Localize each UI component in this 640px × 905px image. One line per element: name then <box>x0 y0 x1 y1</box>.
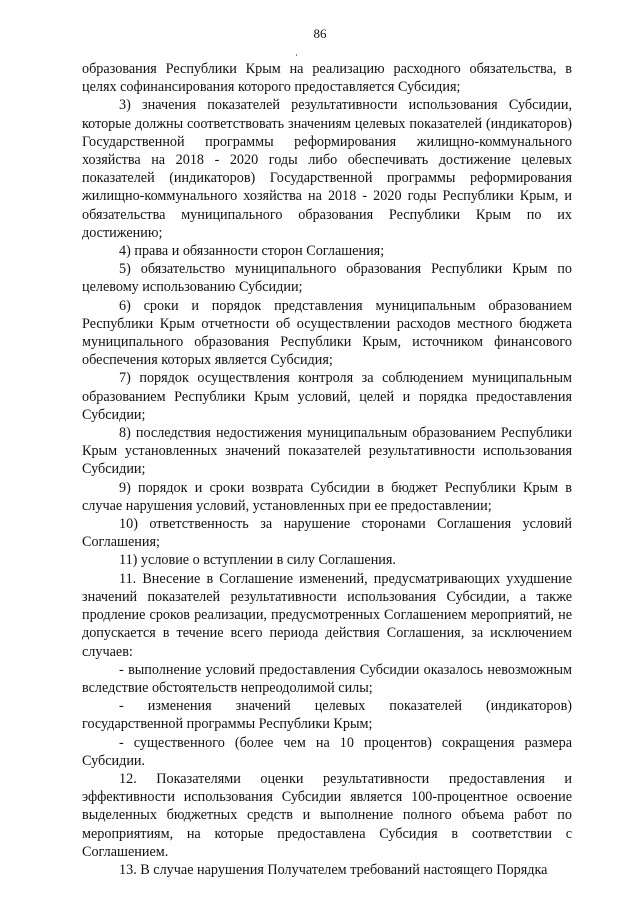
paragraph-item-4: 4) права и обязанности сторон Соглашения; <box>119 243 385 260</box>
paragraph-section-13: 13. В случае нарушения Получателем требований настоящего Порядка <box>119 861 548 878</box>
page-number: 86 <box>313 26 327 41</box>
document-body <box>82 60 572 879</box>
paragraph-item-11: 11) условие о вступлении в силу Соглашения. <box>119 552 396 569</box>
scan-mark <box>296 54 297 56</box>
paragraph-continuation: образования Республики Крым на реализацию расходного обязательства, в целях софинансирования которого предоставляется Субсидия; <box>82 61 572 96</box>
paragraph-item-3: 3) значения показателей результативности использования Субсидии, которые должны соответствовать значениям целевых показателей (индикаторов) Государственной программы реформирования жилищно-коммунального хозяйства на 2018 - 2020 годы либо обеспечивать достижение целевых показателей (индикаторов) Государственной программы реформирования жилищно-коммунального хозяйства на 2018 - 2020 годы Республики Крым, и обязательства муниципального образования Республики Крым по их достижению; <box>82 97 572 241</box>
paragraph-item-7: 7) порядок осуществления контроля за соблюдением муниципальным образованием Республики Крым условий, целей и порядка предоставления Субсидии; <box>82 370 572 423</box>
paragraph-section-11: 11. Внесение в Соглашение изменений, предусматривающих ухудшение значений показателей результативности использования Субсидии, а также продление сроков реализации, предусмотренных Соглашением мероприятий, не допускается в течение всего периода действия Соглашения, за исключением случаев: <box>82 570 572 660</box>
paragraph-item-6: 6) сроки и порядок представления муниципальным образованием Республики Крым отчетности об осуществлении расходов местного бюджета муниципального образования Республики Крым, источником финансового обеспечения которых является Субсидия; <box>82 297 572 369</box>
paragraph-exception-1: - выполнение условий предоставления Субсидии оказалось невозможным вследствие обстоятельств непреодолимой силы; <box>82 661 572 696</box>
paragraph-exception-3: - существенного (более чем на 10 процентов) сокращения размера Субсидии. <box>82 734 572 769</box>
paragraph-exception-2: - изменения значений целевых показателей (индикаторов) государственной программы Республики Крым; <box>82 698 572 733</box>
paragraph-section-12: 12. Показателями оценки результативности предоставления и эффективности использования Субсидии является 100-процентное освоение выделенных бюджетных средств и выполнение полного объема работ по мероприятиям, на которые предоставлена Субсидия в соответствии с Соглашением. <box>82 770 572 860</box>
paragraph-item-5: 5) обязательство муниципального образования Республики Крым по целевому использованию Субсидии; <box>82 261 572 296</box>
paragraph-item-9: 9) порядок и сроки возврата Субсидии в бюджет Республики Крым в случае нарушения условий, установленных при ее предоставлении; <box>82 479 572 514</box>
paragraph-item-8: 8) последствия недостижения муниципальным образованием Республики Крым установленных значений показателей результативности использования Субсидии; <box>82 425 572 478</box>
paragraph-item-10: 10) ответственность за нарушение сторонами Соглашения условий Соглашения; <box>82 516 572 551</box>
